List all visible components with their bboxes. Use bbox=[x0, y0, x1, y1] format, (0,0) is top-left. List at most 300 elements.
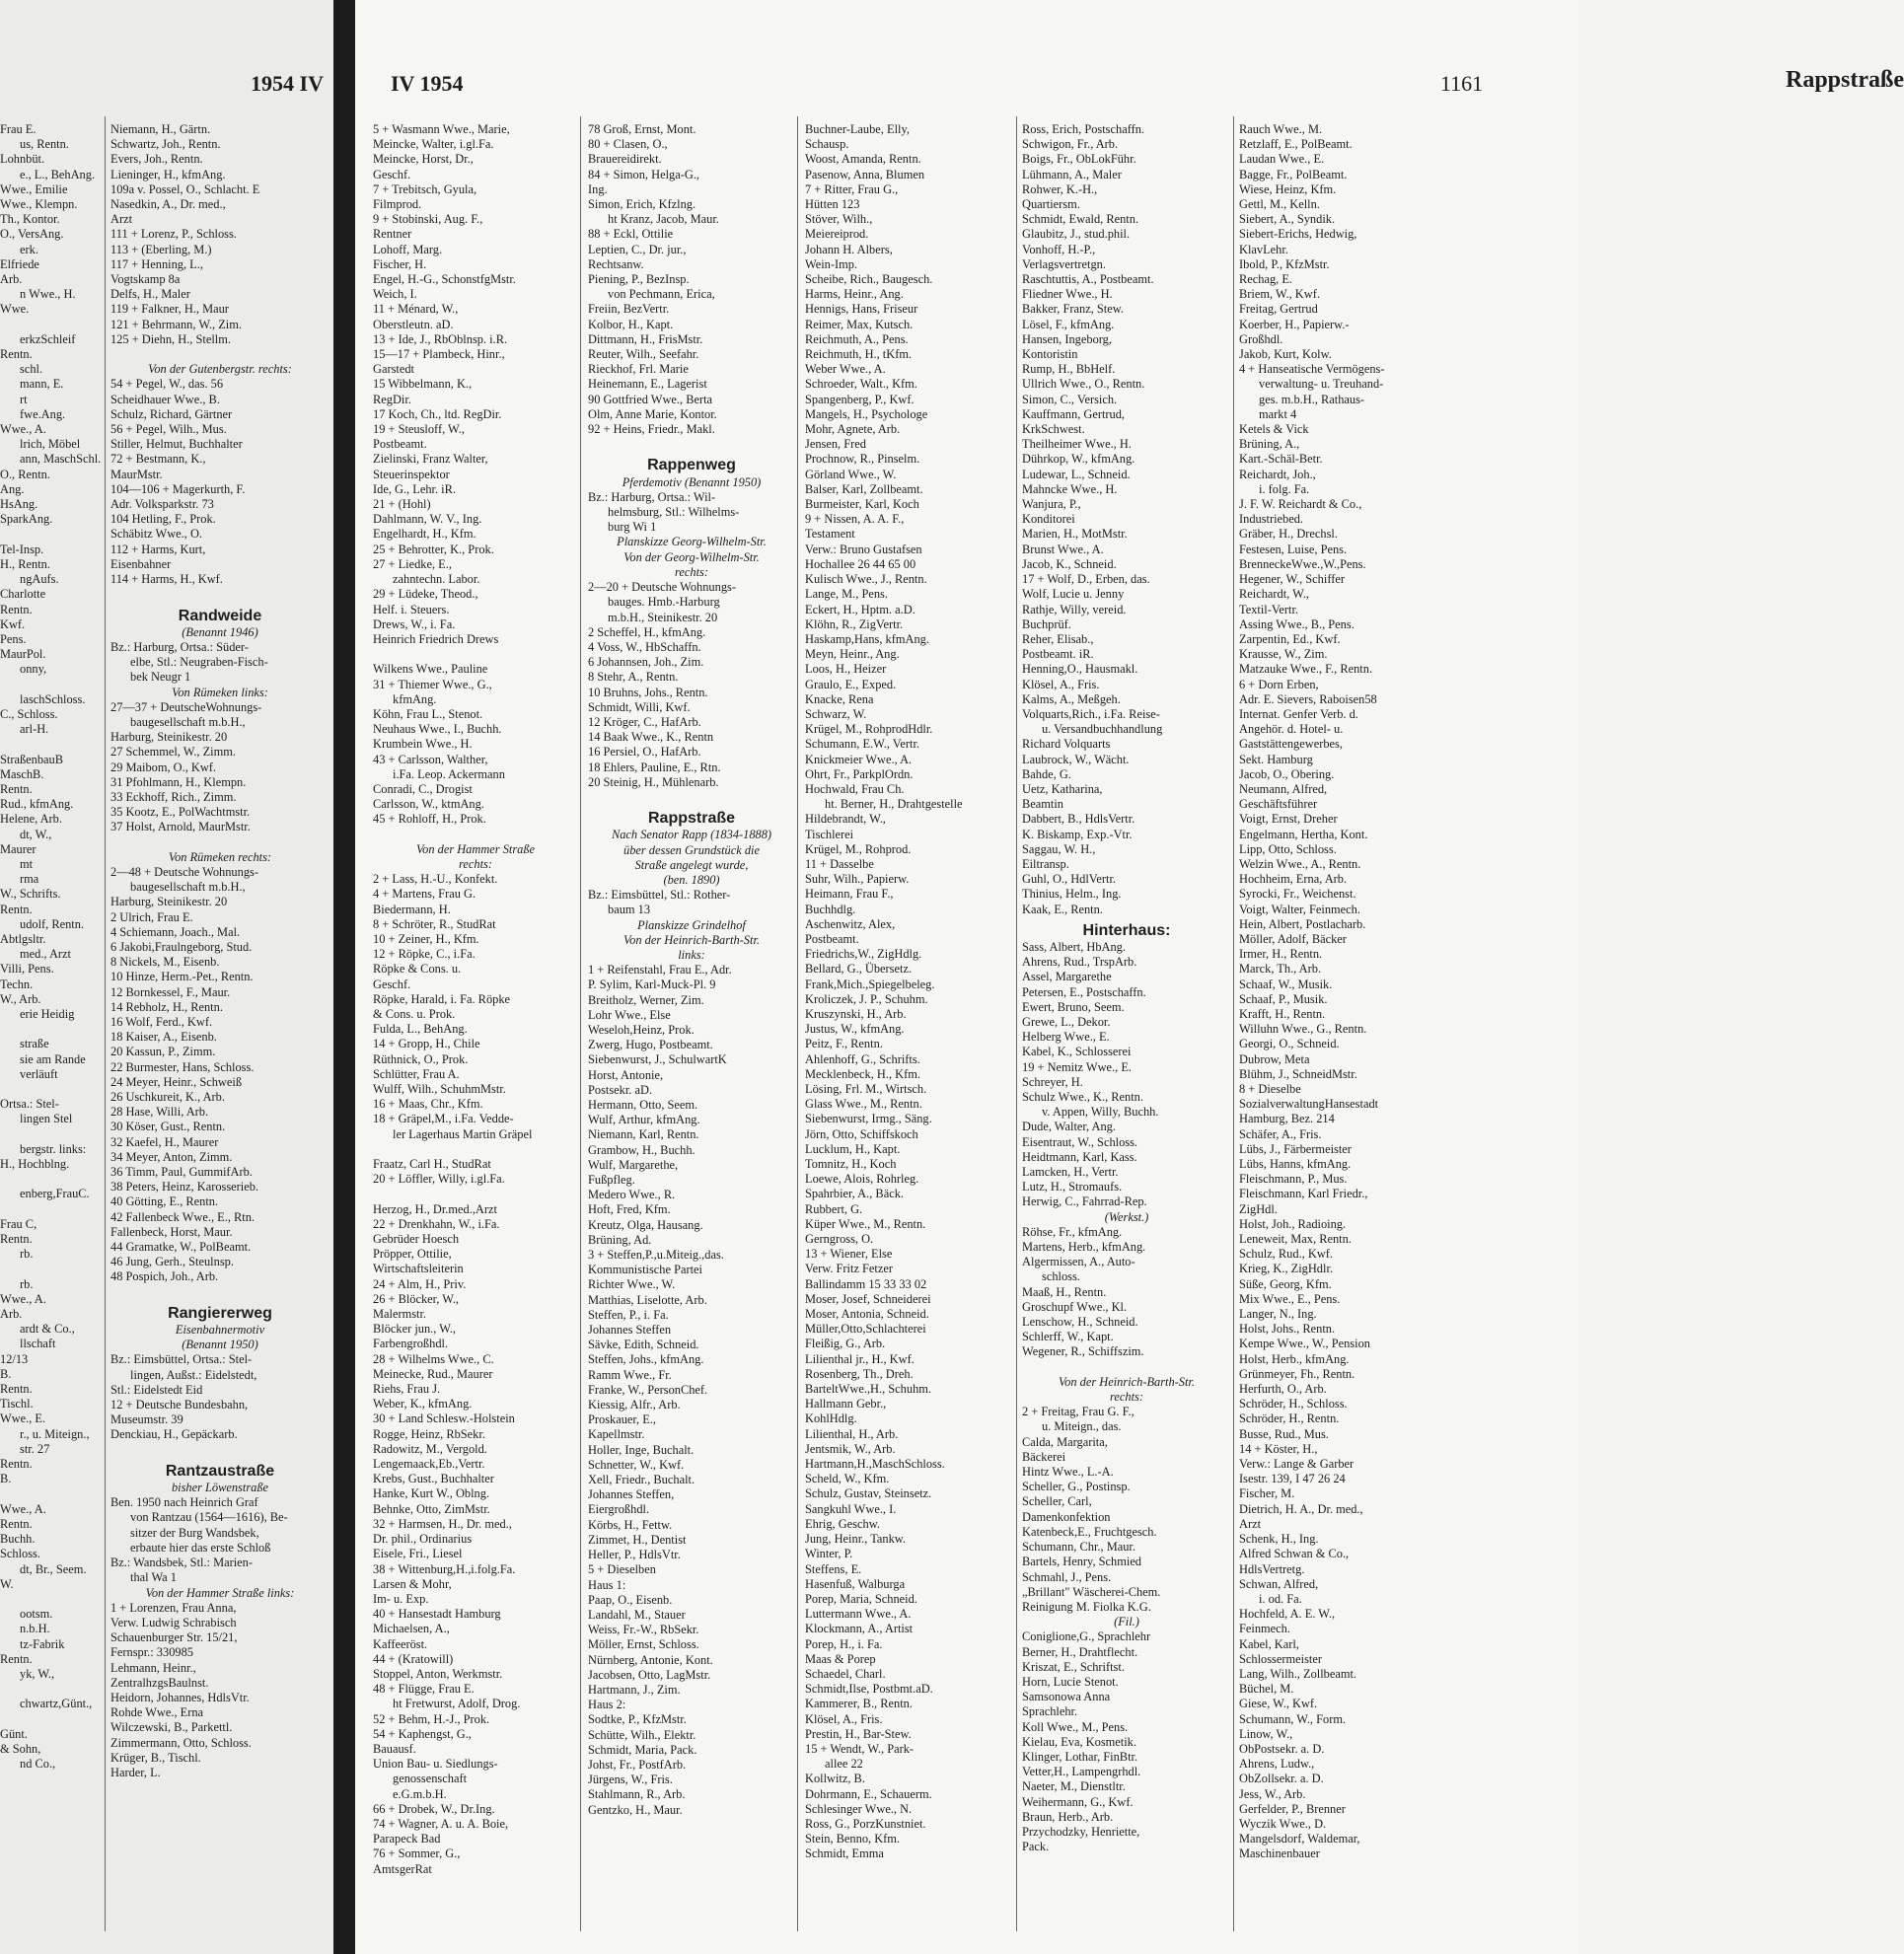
directory-line: onny, bbox=[20, 662, 47, 677]
directory-line: Vogtskamp 8a bbox=[110, 272, 181, 287]
directory-line: K. Biskamp, Exp.-Vtr. bbox=[1022, 827, 1133, 841]
directory-line: Schauenburger Str. 15/21, bbox=[110, 1630, 238, 1645]
directory-line: 15—17 + Plambeck, Hinr., bbox=[373, 347, 505, 362]
directory-line: ZigHdl. bbox=[1239, 1201, 1278, 1216]
directory-line: Balser, Karl, Zollbeamt. bbox=[805, 481, 923, 496]
directory-line: 8 + Schröter, R., StudRat bbox=[373, 916, 496, 931]
directory-line: Uetz, Katharina, bbox=[1022, 781, 1103, 796]
directory-line: Peitz, F., Rentn. bbox=[805, 1037, 883, 1051]
directory-line: Mix Wwe., E., Pens. bbox=[1239, 1291, 1341, 1306]
directory-line: Graulo, E., Exped. bbox=[805, 677, 897, 691]
directory-line: 119 + Falkner, H., Maur bbox=[110, 302, 229, 317]
directory-line: Calda, Margarita, bbox=[1022, 1434, 1108, 1449]
directory-line: Niemann, Karl, Rentn. bbox=[588, 1127, 699, 1142]
directory-line: AmtsgerRat bbox=[373, 1861, 432, 1876]
directory-line: SozialverwaltungHansestadt bbox=[1239, 1097, 1379, 1112]
directory-line: Bz.: Harburg, Ortsa.: Süder- bbox=[110, 639, 249, 654]
directory-line: Arzt bbox=[110, 212, 133, 227]
directory-line: Eckert, H., Hptm. a.D. bbox=[805, 602, 915, 616]
directory-line: Verw.: Lange & Garber bbox=[1239, 1457, 1355, 1472]
directory-line: Jacobsen, Otto, LagMstr. bbox=[588, 1667, 711, 1682]
directory-line: Guhl, O., HdlVertr. bbox=[1022, 872, 1116, 887]
directory-line: Holst, Herb., kfmAng. bbox=[1239, 1351, 1350, 1366]
directory-line: Hütten 123 bbox=[805, 197, 860, 212]
directory-line: Wirtschaftsleiterin bbox=[373, 1262, 464, 1276]
directory-line: Spahrbier, A., Bäck. bbox=[805, 1187, 904, 1201]
directory-line: Küper Wwe., M., Rentn. bbox=[805, 1216, 926, 1231]
directory-line: Sekt. Hamburg bbox=[1239, 752, 1313, 766]
directory-line: Dubrow, Meta bbox=[1239, 1051, 1310, 1066]
directory-line: MaschB. bbox=[0, 766, 44, 781]
directory-line: ardt & Co., bbox=[20, 1322, 75, 1337]
directory-line: Hintz Wwe., L.-A. bbox=[1022, 1465, 1114, 1480]
directory-line: 38 + Wittenburg,H.,i.folg.Fa. bbox=[373, 1561, 516, 1576]
directory-line: Harder, L. bbox=[110, 1765, 161, 1779]
directory-line: Hein, Albert, Postlacharb. bbox=[1239, 916, 1366, 931]
directory-line: Meiereiprod. bbox=[805, 227, 869, 242]
directory-line: ler Lagerhaus Martin Gräpel bbox=[393, 1126, 533, 1141]
directory-line: verwaltung- u. Treuhand- bbox=[1259, 377, 1384, 392]
directory-line: 29 Maibom, O., Kwf. bbox=[110, 760, 217, 774]
directory-line: Reichardt, W., bbox=[1239, 587, 1309, 602]
directory-line: Medero Wwe., R. bbox=[588, 1188, 676, 1202]
directory-line: Mangelsdorf, Waldemar, bbox=[1239, 1832, 1360, 1846]
directory-line: Krausse, W., Zim. bbox=[1239, 647, 1328, 662]
directory-line: 76 + Sommer, G., bbox=[373, 1846, 461, 1861]
directory-line: Quartiersm. bbox=[1022, 197, 1080, 212]
directory-line: Lohnbüt. bbox=[0, 152, 45, 167]
directory-line: laschSchloss. bbox=[20, 691, 86, 706]
directory-line: 56 + Pegel, Wilh., Mus. bbox=[110, 422, 227, 437]
directory-line: Schulz, Richard, Gärtner bbox=[110, 406, 233, 421]
directory-line: HsAng. bbox=[0, 497, 38, 512]
directory-line: Arb. bbox=[0, 272, 23, 287]
directory-line: Kollwitz, B. bbox=[805, 1772, 865, 1786]
directory-line: KrkSchwest. bbox=[1022, 422, 1085, 437]
directory-line: O., Rentn. bbox=[0, 467, 50, 481]
directory-line: 18 Ehlers, Pauline, E., Rtn. bbox=[588, 760, 721, 774]
directory-line: Eiltransp. bbox=[1022, 856, 1069, 871]
directory-line: Heidtmann, Karl, Kass. bbox=[1022, 1149, 1137, 1164]
directory-line: Heller, P., HdlsVtr. bbox=[588, 1548, 681, 1562]
directory-line: Wwe., E. bbox=[0, 1411, 46, 1426]
directory-line: 12/13 bbox=[0, 1351, 29, 1366]
directory-line: Hochfeld, A. E. W., bbox=[1239, 1607, 1336, 1622]
directory-line: Steffen, P., i. Fa. bbox=[588, 1307, 669, 1322]
directory-line: Köhn, Frau L., Stenot. bbox=[373, 706, 483, 721]
directory-line: Landahl, M., Stauer bbox=[588, 1607, 686, 1622]
directory-line: Testament bbox=[805, 527, 855, 542]
directory-line: 12 Bornkessel, F., Maur. bbox=[110, 984, 231, 999]
directory-line: Johannes Steffen, bbox=[588, 1487, 675, 1502]
directory-line: Hinterhaus: bbox=[1082, 921, 1171, 939]
directory-line: Freitag, Gertrud bbox=[1239, 302, 1318, 317]
directory-line: ht. Berner, H., Drahtgestelle bbox=[825, 797, 963, 812]
directory-line: „Brillant" Wäscherei-Chem. bbox=[1022, 1584, 1161, 1599]
directory-line: 2—20 + Deutsche Wohnungs- bbox=[588, 580, 736, 595]
directory-line: Abtlgsltr. bbox=[0, 931, 46, 946]
directory-line: Matzauke Wwe., F., Rentn. bbox=[1239, 662, 1373, 677]
directory-line: Scheibe, Rich., Baugesch. bbox=[805, 272, 933, 287]
directory-line: Von der Heinrich-Barth-Str. bbox=[1058, 1374, 1195, 1389]
directory-line: Schlerff, W., Kapt. bbox=[1022, 1330, 1114, 1344]
directory-line: Rohwer, K.-H., bbox=[1022, 181, 1098, 196]
directory-line: Scheller, G., Postinsp. bbox=[1022, 1480, 1131, 1494]
directory-line: med., Arzt bbox=[20, 947, 71, 962]
directory-line: i.Fa. Leop. Ackermann bbox=[393, 766, 505, 781]
directory-line: Kreutz, Olga, Hausang. bbox=[588, 1217, 703, 1232]
directory-line: Bartels, Henry, Schmied bbox=[1022, 1555, 1142, 1569]
column-rule bbox=[105, 116, 106, 1931]
directory-line: elbe, Stl.: Neugraben-Fisch- bbox=[130, 655, 268, 670]
directory-line: Jensen, Fred bbox=[805, 437, 866, 452]
directory-line: ges. m.b.H., Rathaus- bbox=[1259, 392, 1365, 406]
directory-line: Weich, I. bbox=[373, 287, 417, 302]
directory-line: H., Hochblng. bbox=[0, 1157, 70, 1172]
column-d bbox=[1022, 122, 1231, 1854]
directory-line: Oberstleutn. aD. bbox=[373, 317, 454, 331]
directory-line: Glaubitz, J., stud.phil. bbox=[1022, 227, 1131, 242]
directory-line: Laubrock, W., Wächt. bbox=[1022, 752, 1130, 766]
directory-line: Ang. bbox=[0, 481, 25, 496]
directory-line: Friedrichs,W., ZigHdlg. bbox=[805, 947, 922, 962]
directory-line: Gaststättengewerbes, bbox=[1239, 737, 1343, 752]
directory-line: Suhr, Wilh., Papierw. bbox=[805, 872, 910, 887]
directory-line: Ehrig, Geschw. bbox=[805, 1516, 880, 1531]
directory-line: Behnke, Otto, ZimMstr. bbox=[373, 1501, 490, 1516]
directory-line: (Werkst.) bbox=[1104, 1209, 1149, 1224]
directory-line: (ben. 1890) bbox=[663, 872, 720, 887]
directory-line: 14 + Köster, H., bbox=[1239, 1441, 1318, 1456]
directory-line: 37 Holst, Arnold, MaurMstr. bbox=[110, 820, 251, 834]
directory-line: Schlossermeister bbox=[1239, 1651, 1322, 1666]
directory-line: Müller,Otto,Schlachterei bbox=[805, 1322, 926, 1337]
directory-line: Porep, Maria, Schneid. bbox=[805, 1591, 917, 1606]
directory-line: Richter Wwe., W. bbox=[588, 1277, 676, 1292]
directory-line: Hallmann Gebr., bbox=[805, 1397, 887, 1411]
directory-line: 8 Nickels, M., Eisenb. bbox=[110, 955, 220, 970]
directory-line: yk, W., bbox=[20, 1666, 55, 1681]
directory-line: Holst, Joh., Radioing. bbox=[1239, 1216, 1347, 1231]
directory-line: ZentralhzgsBaulnst. bbox=[110, 1675, 209, 1690]
directory-line: Braun, Herb., Arb. bbox=[1022, 1809, 1114, 1824]
directory-line: Eisele, Fri., Liesel bbox=[373, 1547, 463, 1561]
directory-line: Prochnow, R., Pinselm. bbox=[805, 452, 920, 467]
directory-line: Jess, W., Arb. bbox=[1239, 1786, 1306, 1801]
directory-line: 33 Eckhoff, Rich., Zimm. bbox=[110, 789, 237, 804]
directory-line: Schmidt,Ilse, Postbmt.aD. bbox=[805, 1682, 933, 1697]
directory-line: 54 + Kaphengst, G., bbox=[373, 1726, 472, 1741]
directory-line: Jakob, Kurt, Kolw. bbox=[1239, 347, 1332, 362]
directory-line: Gräber, H., Drechsl. bbox=[1239, 527, 1338, 542]
directory-line: Samsonowa Anna bbox=[1022, 1690, 1111, 1704]
running-head-street: Rappstraße bbox=[1786, 67, 1904, 93]
directory-line: Paap, O., Eisenb. bbox=[588, 1592, 673, 1607]
directory-line: Rud., kfmAng. bbox=[0, 797, 74, 812]
directory-line: Herwig, C., Fahrrad-Rep. bbox=[1022, 1194, 1147, 1209]
directory-line: Koerber, H., Papierw.- bbox=[1239, 317, 1350, 331]
directory-line: 31 Pfohlmann, H., Klempn. bbox=[110, 774, 247, 789]
directory-line: Schenk, H., Ing. bbox=[1239, 1532, 1319, 1547]
directory-line: 80 + Clasen, O., bbox=[588, 137, 668, 152]
directory-line: Woost, Amanda, Rentn. bbox=[805, 152, 921, 167]
directory-line: Hoft, Fred, Kfm. bbox=[588, 1202, 671, 1217]
directory-line: Wwe., A. bbox=[0, 422, 46, 437]
directory-line: Röpke & Cons. u. bbox=[373, 962, 462, 977]
directory-line: rb. bbox=[20, 1247, 34, 1262]
directory-line: Engel, H.-G., SchonstfgMstr. bbox=[373, 272, 516, 287]
directory-line: 20 Steinig, H., Mühlenarb. bbox=[588, 774, 719, 789]
directory-line bbox=[0, 1682, 103, 1697]
directory-line: Garstedt bbox=[373, 362, 414, 377]
directory-line: Adr. Volksparkstr. 73 bbox=[110, 497, 214, 512]
directory-line: Willuhn Wwe., G., Rentn. bbox=[1239, 1022, 1367, 1037]
directory-line: Justus, W., kfmAng. bbox=[805, 1022, 905, 1037]
directory-line: 104 Hetling, F., Prok. bbox=[110, 512, 216, 527]
directory-line: Klösel, A., Fris. bbox=[805, 1711, 883, 1726]
directory-line: Fraatz, Carl H., StudRat bbox=[373, 1157, 491, 1172]
directory-line: Gentzko, H., Maur. bbox=[588, 1802, 683, 1817]
directory-line: Hennigs, Hans, Friseur bbox=[805, 302, 918, 317]
directory-line: 22 Burmester, Hans, Schloss. bbox=[110, 1059, 255, 1074]
directory-line: Festesen, Luise, Pens. bbox=[1239, 542, 1348, 556]
directory-line: Schnetter, W., Kwf. bbox=[588, 1457, 685, 1472]
directory-line: Bz.: Eimsbüttel, Ortsa.: Stel- bbox=[110, 1352, 253, 1367]
directory-line: Rohde Wwe., Erna bbox=[110, 1705, 204, 1720]
directory-line: Rathje, Willy, vereid. bbox=[1022, 602, 1127, 616]
directory-line: Georgi, O., Schneid. bbox=[1239, 1037, 1340, 1051]
directory-line: Gerngross, O. bbox=[805, 1232, 874, 1247]
directory-line: Holst, Johs., Rentn. bbox=[1239, 1322, 1336, 1337]
directory-line: Grewe, L., Dekor. bbox=[1022, 1014, 1111, 1029]
directory-line: Horn, Lucie Stenot. bbox=[1022, 1674, 1119, 1689]
directory-line: Von der Hammer Straße bbox=[415, 841, 536, 856]
directory-line: Ahrens, Ludw., bbox=[1239, 1757, 1315, 1772]
directory-line bbox=[588, 437, 795, 452]
directory-line: Dittmann, H., FrisMstr. bbox=[588, 331, 703, 346]
directory-line: Beamtin bbox=[1022, 797, 1063, 812]
directory-line: Porep, H., i. Fa. bbox=[805, 1636, 883, 1651]
directory-line: Rappenweg bbox=[647, 457, 736, 474]
directory-line: Kroliczek, J. P., Schuhm. bbox=[805, 991, 928, 1006]
directory-line: Wilczewski, B., Parkettl. bbox=[110, 1720, 233, 1735]
directory-line: Engelmann, Hertha, Kont. bbox=[1239, 827, 1368, 841]
directory-line: Coniglione,G., Sprachlehr bbox=[1022, 1629, 1151, 1644]
directory-line: 38 Peters, Heinz, Karosserieb. bbox=[110, 1180, 259, 1194]
directory-line: Kruszynski, H., Arb. bbox=[805, 1006, 907, 1021]
directory-line: Langer, N., Ing. bbox=[1239, 1307, 1317, 1322]
directory-line: KohlHdlg. bbox=[805, 1411, 857, 1426]
directory-line: Rauch Wwe., M. bbox=[1239, 122, 1323, 136]
directory-line: Internat. Genfer Verb. d. bbox=[1239, 706, 1358, 721]
directory-line: Lilienthal, H., Arb. bbox=[805, 1426, 899, 1441]
column-b bbox=[588, 122, 795, 1818]
directory-line: 10 Bruhns, Johs., Rentn. bbox=[588, 685, 708, 699]
directory-line: Siebert, A., Syndik. bbox=[1239, 212, 1336, 227]
directory-line: von Pechmann, Erica, bbox=[608, 287, 715, 302]
directory-line: us, Rentn. bbox=[20, 137, 69, 152]
directory-line: m.b.H., Steinikestr. 20 bbox=[608, 610, 718, 624]
left-page-column-b bbox=[110, 122, 330, 1780]
book-gutter bbox=[333, 0, 355, 1954]
directory-line: Siebert-Erichs, Hedwig, bbox=[1239, 227, 1357, 242]
directory-line: Steuerinspektor bbox=[373, 467, 450, 481]
directory-line: Industriebed. bbox=[1239, 512, 1304, 527]
directory-line: W., Schrifts. bbox=[0, 887, 61, 902]
directory-line: Neumann, Alfred, bbox=[1239, 781, 1328, 796]
right-page-year: IV 1954 bbox=[391, 71, 464, 96]
directory-line: Ohrt, Fr., ParkplOrdn. bbox=[805, 766, 914, 781]
directory-line: sitzer der Burg Wandsbek, bbox=[130, 1525, 259, 1540]
directory-line: 9 + Nissen, A. A. F., bbox=[805, 512, 905, 527]
directory-line: Dietrich, H. A., Dr. med., bbox=[1239, 1501, 1363, 1516]
directory-line: Wwe. bbox=[0, 302, 30, 317]
column-rule bbox=[797, 116, 798, 1931]
directory-line: Bauausf. bbox=[373, 1741, 416, 1756]
directory-line: verläuft bbox=[20, 1066, 58, 1081]
directory-line: Heidorn, Johannes, HdlsVtr. bbox=[110, 1690, 250, 1704]
directory-line: Von der Heinrich-Barth-Str. bbox=[622, 932, 760, 947]
directory-line: Denckiau, H., Gepäckarb. bbox=[110, 1427, 238, 1442]
directory-line: Rosenberg, Th., Dreh. bbox=[805, 1366, 914, 1381]
directory-line: Verw. Fritz Fetzer bbox=[805, 1262, 893, 1276]
directory-line: Rappstraße bbox=[647, 810, 736, 828]
directory-line: Röpke, Harald, i. Fa. Röpke bbox=[373, 991, 511, 1006]
directory-line: Aschenwitz, Alex, bbox=[805, 916, 896, 931]
directory-line: Konditorei bbox=[1022, 512, 1075, 527]
directory-line: Charlotte bbox=[0, 587, 46, 602]
directory-line: Eisentraut, W., Schloss. bbox=[1022, 1134, 1138, 1149]
directory-line: 34 Meyer, Anton, Zimm. bbox=[110, 1149, 233, 1164]
directory-line: BrenneckeWwe.,W.,Pens. bbox=[1239, 556, 1366, 571]
directory-line: Farbengroßhdl. bbox=[373, 1337, 449, 1351]
directory-line: Adr. E. Sievers, Raboisen58 bbox=[1239, 691, 1377, 706]
directory-line: 27 Schemmel, W., Zimm. bbox=[110, 745, 236, 760]
directory-line: Schreyer, H. bbox=[1022, 1074, 1083, 1089]
directory-line: genossenschaft bbox=[393, 1772, 468, 1786]
directory-line: Rantzaustraße bbox=[165, 1462, 275, 1480]
directory-line: 117 + Henning, L., bbox=[110, 256, 203, 271]
directory-line: Sass, Albert, HbAng. bbox=[1022, 939, 1126, 954]
directory-line: Kaak, E., Rentn. bbox=[1022, 902, 1103, 916]
directory-line: Eiergroßhdl. bbox=[588, 1502, 650, 1517]
directory-line: Schmidt, Maria, Pack. bbox=[588, 1742, 697, 1757]
directory-line: Neuhaus Wwe., I., Buchh. bbox=[373, 722, 502, 737]
directory-line: Kaffeeröst. bbox=[373, 1636, 428, 1651]
directory-line: Lieninger, H., kfmAng. bbox=[110, 167, 226, 181]
directory-line: Fußpfleg. bbox=[588, 1173, 635, 1188]
directory-line: 24 Meyer, Heinr., Schweiß bbox=[110, 1074, 243, 1089]
directory-line: Lang, Wilh., Zollbeamt. bbox=[1239, 1666, 1357, 1681]
directory-line: Ahrens, Rud., TrspArb. bbox=[1022, 955, 1137, 970]
directory-line: 19 + Nemitz Wwe., E. bbox=[1022, 1059, 1133, 1074]
directory-line: Ross, Erich, Postschaffn. bbox=[1022, 122, 1145, 136]
directory-line bbox=[0, 1712, 103, 1727]
directory-line: schl. bbox=[20, 362, 43, 377]
directory-line: Glass Wwe., M., Rentn. bbox=[805, 1097, 922, 1112]
directory-line: 109a v. Possel, O., Schlacht. E bbox=[110, 181, 260, 196]
directory-line: Lohr Wwe., Else bbox=[588, 1007, 671, 1022]
directory-line: Hermann, Otto, Seem. bbox=[588, 1098, 698, 1112]
directory-line: 84 + Simon, Helga-G., bbox=[588, 167, 699, 181]
directory-line bbox=[373, 828, 578, 842]
directory-line: Krüger, B., Tischl. bbox=[110, 1750, 201, 1765]
directory-line: 35 Kootz, E., PolWachtmstr. bbox=[110, 805, 251, 820]
directory-line: Lamcken, H., Vertr. bbox=[1022, 1165, 1119, 1180]
directory-line: Jürgens, W., Fris. bbox=[588, 1773, 673, 1787]
directory-line: Michaelsen, A., bbox=[373, 1622, 450, 1636]
directory-line: Loos, H., Heizer bbox=[805, 662, 887, 677]
directory-line: 114 + Harms, H., Kwf. bbox=[110, 572, 223, 587]
directory-line: Fulda, L., BehAng. bbox=[373, 1022, 468, 1037]
directory-line: Schumann, E.W., Vertr. bbox=[805, 737, 919, 752]
directory-line: BarteltWwe.,H., Schuhm. bbox=[805, 1382, 932, 1397]
directory-line: 27 + Liedke, E., bbox=[373, 556, 452, 571]
directory-line: Buchprüf. bbox=[1022, 616, 1071, 631]
left-page bbox=[0, 0, 333, 1954]
directory-line: Jentsmik, W., Arb. bbox=[805, 1441, 896, 1456]
directory-line: Reichardt, Joh., bbox=[1239, 467, 1316, 481]
directory-line: Straße angelegt wurde, bbox=[634, 857, 749, 872]
directory-line: Piening, P., BezInsp. bbox=[588, 272, 690, 287]
directory-line: 3 + Steffen,P.,u.Miteig.,das. bbox=[588, 1248, 724, 1263]
directory-line: 25 + Behrotter, K., Prok. bbox=[373, 542, 494, 556]
directory-line: Lühmann, A., Maler bbox=[1022, 167, 1122, 181]
directory-line: Wolf, Lucie u. Jenny bbox=[1022, 587, 1125, 602]
directory-line: dt, Br., Seem. bbox=[20, 1561, 87, 1576]
directory-line: Körbs, H., Fettw. bbox=[588, 1517, 673, 1532]
directory-line: Wilkens Wwe., Pauline bbox=[373, 662, 488, 677]
directory-line: Helf. i. Steuers. bbox=[373, 602, 450, 616]
directory-line bbox=[110, 347, 330, 362]
directory-line: Filmprod. bbox=[373, 197, 422, 212]
directory-line: Herzog, H., Dr.med.,Arzt bbox=[373, 1201, 497, 1216]
directory-line: Hamburg, Bez. 214 bbox=[1239, 1112, 1335, 1126]
directory-line: Loewe, Alois, Rohrleg. bbox=[805, 1172, 919, 1187]
directory-line: Brauereidirekt. bbox=[588, 152, 662, 167]
directory-line: Wiese, Heinz, Kfm. bbox=[1239, 181, 1337, 196]
directory-line: Koll Wwe., M., Pens. bbox=[1022, 1719, 1129, 1734]
directory-line: Richard Volquarts bbox=[1022, 737, 1111, 752]
directory-line bbox=[0, 1022, 103, 1037]
directory-line: Süße, Georg, Kfm. bbox=[1239, 1276, 1332, 1291]
directory-line: Krumbein Wwe., H. bbox=[373, 737, 473, 752]
directory-line: Breitholz, Werner, Zim. bbox=[588, 992, 704, 1007]
directory-line: Kapellmstr. bbox=[588, 1427, 645, 1442]
directory-line: llschaft bbox=[20, 1337, 56, 1351]
directory-line: Lohoff, Marg. bbox=[373, 242, 443, 256]
directory-line: Ketels & Vick bbox=[1239, 422, 1309, 437]
directory-line: Wwe., Emilie bbox=[0, 181, 68, 196]
directory-line: Gebrüder Hoesch bbox=[373, 1232, 460, 1247]
directory-line: rechts: bbox=[675, 564, 708, 579]
directory-line: Stoppel, Anton, Werkmstr. bbox=[373, 1666, 503, 1681]
directory-line bbox=[110, 1285, 330, 1300]
directory-line: Steffens, E. bbox=[805, 1561, 862, 1576]
directory-line: Larsen & Mohr, bbox=[373, 1576, 452, 1591]
directory-line: Grünmeyer, Fh., Rentn. bbox=[1239, 1366, 1355, 1381]
directory-line: Groschupf Wwe., Kl. bbox=[1022, 1299, 1128, 1314]
directory-line: Holler, Inge, Buchalt. bbox=[588, 1442, 695, 1457]
directory-line: P. Sylim, Karl-Muck-Pl. 9 bbox=[588, 977, 716, 992]
directory-line: Schloss. bbox=[0, 1547, 40, 1561]
directory-line: Heinrich Friedrich Drews bbox=[373, 631, 499, 646]
directory-line: 20 Kassun, P., Zimm. bbox=[110, 1045, 216, 1059]
directory-line: Randweide bbox=[178, 607, 262, 624]
directory-line: Scheld, W., Kfm. bbox=[805, 1472, 890, 1486]
directory-line: 5 + Dieselben bbox=[588, 1562, 656, 1577]
directory-line: Leneweit, Max, Rentn. bbox=[1239, 1232, 1352, 1247]
